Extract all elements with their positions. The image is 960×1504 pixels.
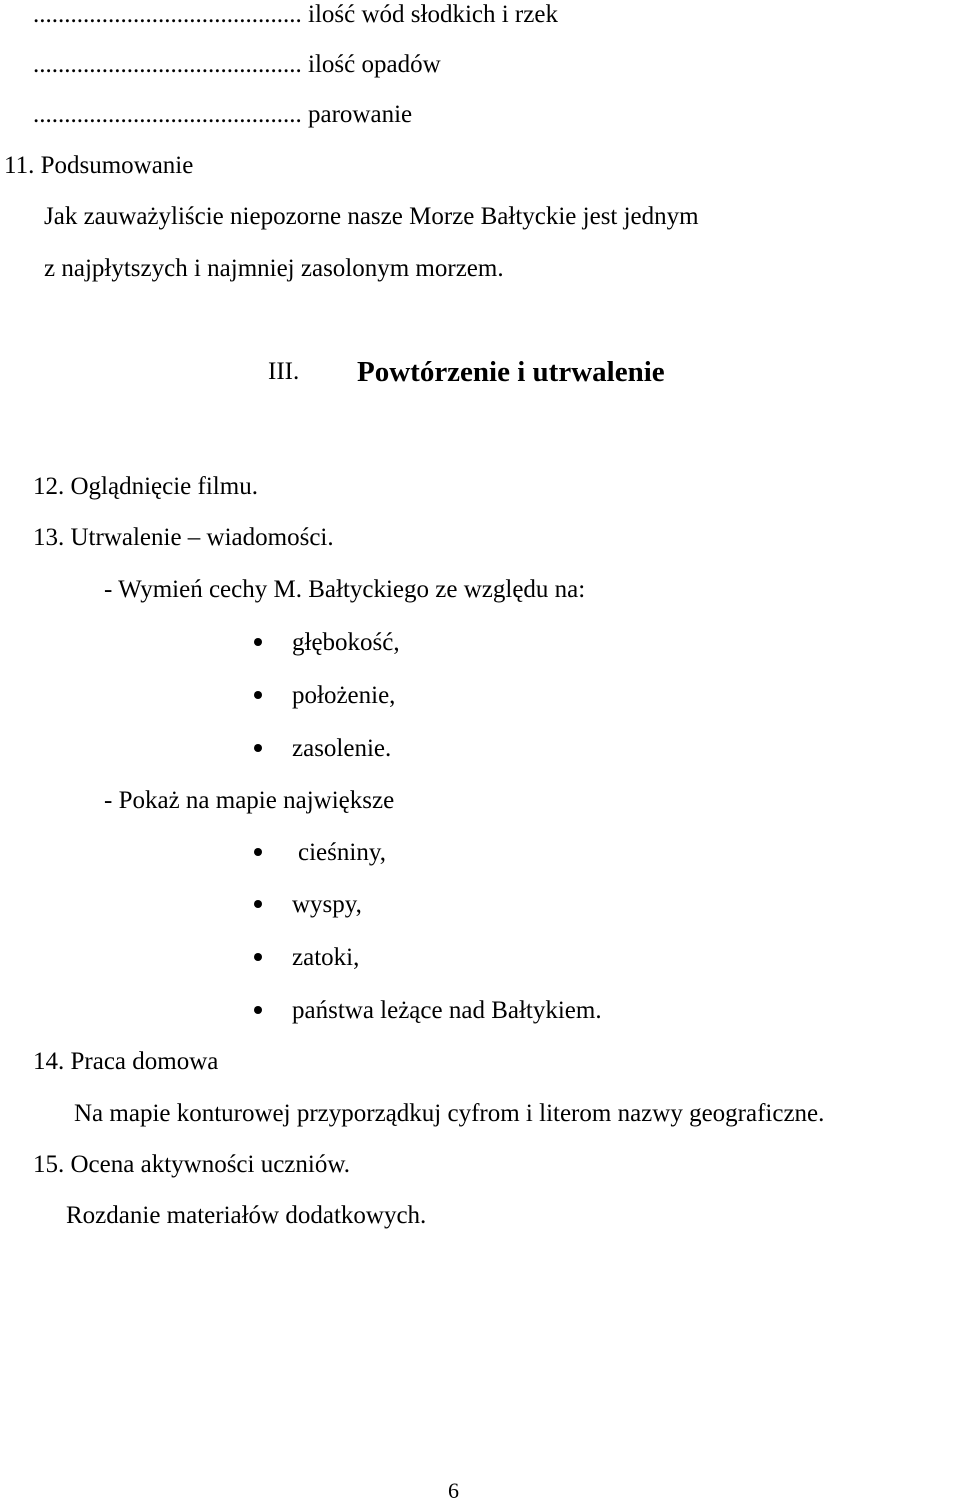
bullet-dot	[254, 953, 262, 961]
page-number: 6	[448, 1478, 459, 1503]
bullet-item: państwa leżące nad Bałtykiem.	[292, 997, 602, 1024]
bullet-dot	[254, 900, 262, 908]
item-12: 12. Oglądnięcie filmu.	[33, 473, 258, 500]
bullet-dot	[254, 1006, 262, 1014]
item-11-heading: 11. Podsumowanie	[4, 152, 194, 179]
bullet-item: położenie,	[292, 682, 396, 709]
bullet-item: wyspy,	[292, 891, 362, 918]
homework-text: Na mapie konturowej przyporządkuj cyfrom i literom nazwy geograficzne.	[74, 1100, 825, 1127]
bullet-dot	[254, 691, 262, 699]
bullet-dot	[254, 638, 262, 646]
section-title: Powtórzenie i utrwalenie	[357, 356, 665, 388]
summary-text-line-2: z najpłytszych i najmniej zasolonym morzem.	[44, 255, 504, 282]
bullet-item: zatoki,	[292, 944, 360, 971]
item-15: 15. Ocena aktywności uczniów.	[33, 1151, 351, 1178]
task-1-prompt: - Wymień cechy M. Bałtyckiego ze względu na:	[104, 576, 586, 603]
item-13: 13. Utrwalenie – wiadomości.	[33, 524, 334, 551]
bullet-item: głębokość,	[292, 629, 400, 656]
item-14: 14. Praca domowa	[33, 1048, 219, 1075]
materials-text: Rozdanie materiałów dodatkowych.	[66, 1202, 427, 1229]
dotted-line-fresh-water: ........................................... ilość wód słodkich i rzek	[33, 1, 558, 28]
bullet-dot	[254, 744, 262, 752]
bullet-item: zasolenie.	[292, 735, 392, 762]
task-2-prompt: - Pokaż na mapie największe	[104, 787, 395, 814]
summary-text-line-1: Jak zauważyliście niepozorne nasze Morze Bałtyckie jest jednym	[44, 203, 699, 230]
dotted-line-evaporation: ........................................... parowanie	[33, 101, 413, 128]
section-numeral: III.	[268, 358, 300, 385]
bullet-dot	[254, 848, 262, 856]
bullet-item: cieśniny,	[298, 839, 386, 866]
dotted-line-precipitation: ........................................... ilość opadów	[33, 51, 441, 78]
